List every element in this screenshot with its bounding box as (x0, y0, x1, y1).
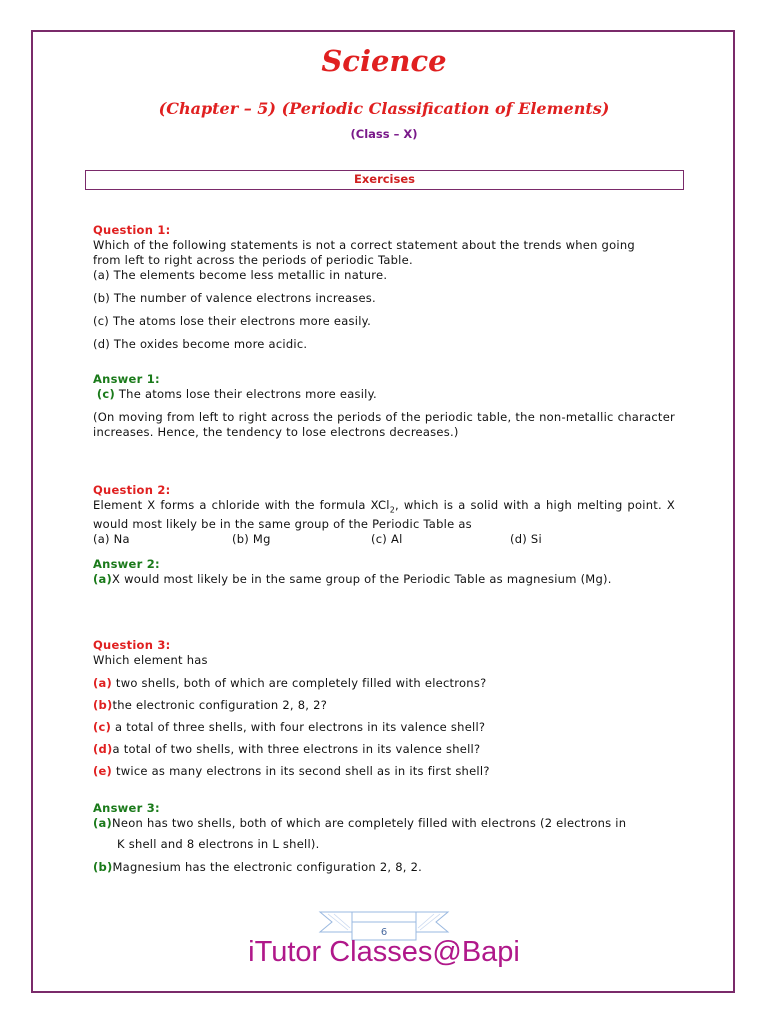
question-2-text: Element X forms a chloride with the formula XCl$_2$, which is a solid with a high melting point. X would most likely be in the same group of the Periodic Table as (93, 498, 675, 532)
question-1 (93, 223, 675, 352)
question-3-item-a: (a) two shells, both of which are completely filled with electrons? (93, 676, 487, 690)
exercises-header: Exercises (85, 170, 684, 190)
question-1-option-d: (d) The oxides become more acidic. (93, 337, 308, 351)
answer-1-heading: Answer 1: (93, 372, 160, 386)
answer-1-text: The atoms lose their electrons more easily. (115, 387, 377, 401)
answer-3-item-a-cont: K shell and 8 electrons in L shell). (117, 837, 320, 851)
question-3 (93, 638, 675, 779)
question-2-subscript: 2 (389, 505, 396, 515)
question-2-option-d: (d) Si (510, 532, 542, 547)
question-2-option-b: (b) Mg (232, 532, 271, 547)
question-2-option-c: (c) Al (371, 532, 403, 547)
answer-3-heading: Answer 3: (93, 801, 160, 815)
answer-3-item-a: (a)Neon has two shells, both of which are completely filled with electrons (2 electrons in (93, 816, 627, 830)
question-1-text-line2: from left to right across the periods of periodic Table. (93, 253, 413, 267)
answer-1 (93, 372, 675, 440)
question-2 (93, 483, 675, 547)
question-1-option-b: (b) The number of valence electrons increases. (93, 291, 376, 305)
question-3-item-b: (b)the electronic configuration 2, 8, 2? (93, 698, 328, 712)
question-3-item-d: (d)a total of two shells, with three electrons in its valence shell? (93, 742, 481, 756)
answer-2-label: (a) (93, 572, 113, 586)
question-1-option-a: (a) The elements become less metallic in nature. (93, 268, 388, 282)
question-1-text-line1: Which of the following statements is not a correct statement about the trends when going (93, 238, 635, 252)
question-1-option-c: (c) The atoms lose their electrons more easily. (93, 314, 371, 328)
chapter-subtitle: (Chapter – 5) (Periodic Classification of Elements) (158, 99, 610, 118)
answer-2-line (93, 572, 675, 587)
answer-3-item-b: (b)Magnesium has the electronic configuration 2, 8, 2. (93, 860, 423, 874)
question-1-heading: Question 1: (93, 223, 171, 237)
brand-footer: iTutor Classes@Bapi (248, 936, 520, 968)
answer-1-label: (c) (96, 387, 115, 401)
answer-1-line (93, 387, 675, 402)
question-3-item-e: (e) twice as many electrons in its second shell as in its first shell? (93, 764, 490, 778)
class-label: (Class – X) (350, 127, 418, 141)
question-2-heading: Question 2: (93, 483, 171, 497)
answer-3 (93, 801, 675, 875)
question-3-heading: Question 3: (93, 638, 171, 652)
page-number: 6 (380, 927, 388, 938)
answer-2-text: X would most likely be in the same group of the Periodic Table as magnesium (Mg). (112, 572, 612, 586)
question-3-item-c: (c) a total of three shells, with four electrons in its valence shell? (93, 720, 486, 734)
question-2-option-a: (a) Na (93, 532, 130, 547)
question-3-intro: Which element has (93, 653, 208, 667)
answer-1-explanation: (On moving from left to right across the periods of the periodic table, the non-metallic character increases. Hence, the tendency to lose electrons decreases.) (93, 410, 675, 439)
answer-2-heading: Answer 2: (93, 557, 160, 571)
page-title: Science (321, 44, 447, 78)
question-2-options (93, 532, 675, 547)
answer-2 (93, 557, 675, 587)
